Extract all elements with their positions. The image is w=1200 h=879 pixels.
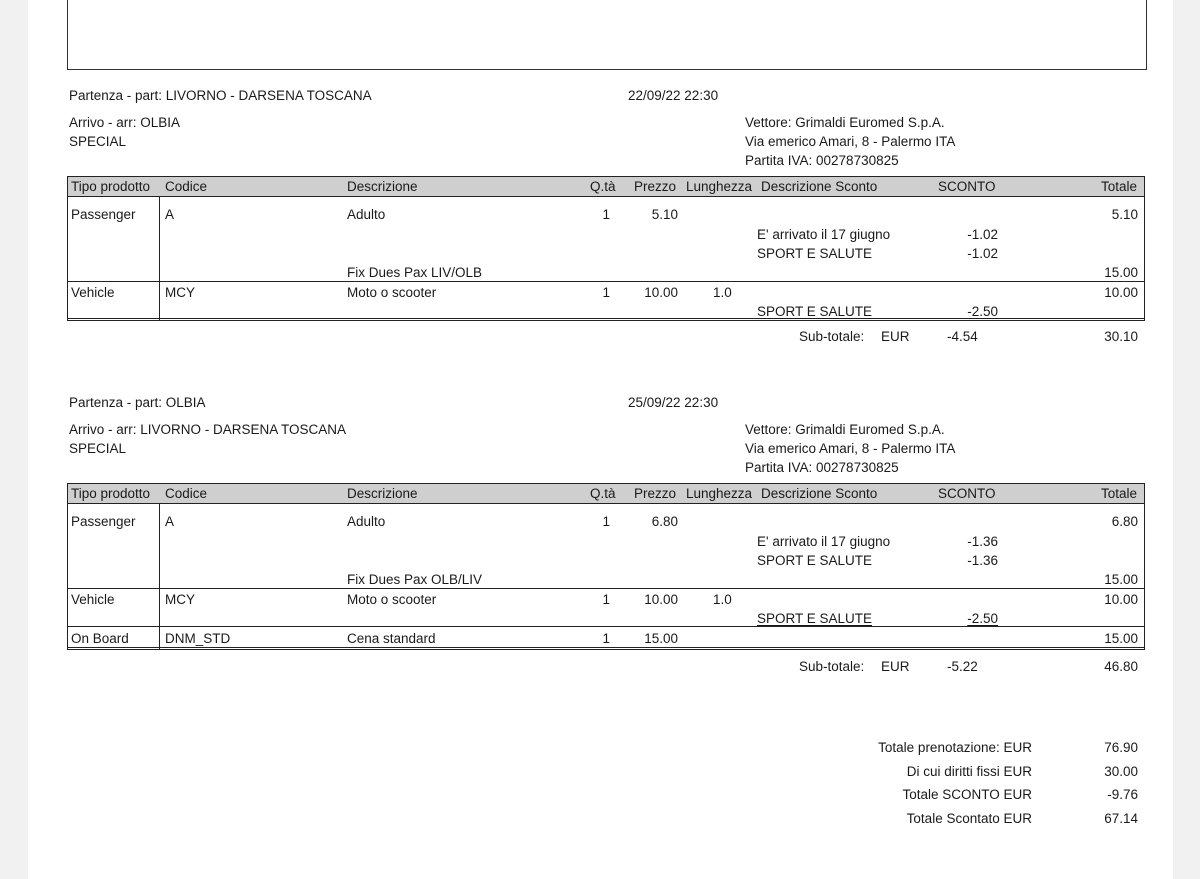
header-codice: Codice bbox=[165, 486, 208, 501]
trip2-datetime: 25/09/22 22:30 bbox=[628, 395, 719, 410]
trip2-table-header bbox=[67, 483, 1145, 504]
trip2-disc2-label: SPORT E SALUTE bbox=[757, 553, 873, 568]
trip1-vehicle-tipo: Vehicle bbox=[71, 285, 115, 300]
trip2-vehicle-qta: 1 bbox=[602, 592, 610, 607]
trip2-passenger-codice: A bbox=[165, 514, 175, 529]
trip1-carrier-vat: Partita IVA: 00278730825 bbox=[745, 153, 899, 168]
trip2-vehicle-totale: 10.00 bbox=[1104, 592, 1138, 607]
trip1-disc2-label: SPORT E SALUTE bbox=[757, 246, 873, 261]
header-descrizione: Descrizione bbox=[347, 179, 418, 194]
header-totale: Totale bbox=[1101, 486, 1138, 501]
trip1-passenger-codice: A bbox=[165, 207, 175, 222]
header-tipo: Tipo prodotto bbox=[71, 179, 151, 194]
trip1-carrier-address: Via emerico Amari, 8 - Palermo ITA bbox=[745, 134, 956, 149]
total-booking-label: Totale prenotazione: EUR bbox=[878, 740, 1032, 755]
trip1-passenger-prezzo: 5.10 bbox=[651, 207, 678, 222]
header-descrizione-sconto: Descrizione Sconto bbox=[761, 486, 878, 501]
header-tipo: Tipo prodotto bbox=[71, 486, 151, 501]
trip2-carrier-vat: Partita IVA: 00278730825 bbox=[745, 460, 899, 475]
trip2-subtotal-label: Sub-totale: bbox=[799, 659, 865, 674]
header-descrizione: Descrizione bbox=[347, 486, 418, 501]
trip2-disc1-label: E' arrivato il 17 giugno bbox=[757, 534, 891, 549]
header-codice: Codice bbox=[165, 179, 208, 194]
total-fees-value: 30.00 bbox=[1104, 764, 1138, 779]
trip2-onboard-tipo: On Board bbox=[71, 631, 129, 646]
total-booking-value: 76.90 bbox=[1104, 740, 1138, 755]
trip2-vehicle-lunghezza: 1.0 bbox=[713, 592, 732, 607]
trip1-passenger-totale: 5.10 bbox=[1111, 207, 1138, 222]
trip2-vehicle-descrizione: Moto o scooter bbox=[347, 592, 437, 607]
trip1-vehicle-codice: MCY bbox=[165, 285, 195, 300]
trip2-vehicle-tipo: Vehicle bbox=[71, 592, 115, 607]
header-qta: Q.tà bbox=[590, 179, 616, 194]
trip2-onboard-prezzo: 15.00 bbox=[644, 631, 678, 646]
trip1-subtotal-sconto: -4.54 bbox=[947, 329, 978, 344]
total-discounted-value: 67.14 bbox=[1104, 811, 1138, 826]
top-box bbox=[67, 0, 1147, 70]
trip2-fare: SPECIAL bbox=[69, 441, 127, 456]
trip1-datetime: 22/09/22 22:30 bbox=[628, 88, 719, 103]
trip1-subtotal-totale: 30.10 bbox=[1104, 329, 1138, 344]
header-prezzo: Prezzo bbox=[634, 486, 677, 501]
trip2-col-divider bbox=[159, 504, 160, 649]
trip1-passenger-qta: 1 bbox=[602, 207, 610, 222]
trip2-disc3-value: -2.50 bbox=[967, 611, 998, 626]
trip1-disc1-value: -1.02 bbox=[967, 227, 998, 242]
trip2-fix-totale: 15.00 bbox=[1104, 572, 1138, 587]
trip1-fix-descrizione: Fix Dues Pax LIV/OLB bbox=[347, 265, 483, 280]
trip2-onboard-codice: DNM_STD bbox=[165, 631, 231, 646]
header-lunghezza: Lunghezza bbox=[686, 179, 753, 194]
header-qta: Q.tà bbox=[590, 486, 616, 501]
trip2-passenger-totale: 6.80 bbox=[1111, 514, 1138, 529]
header-lunghezza: Lunghezza bbox=[686, 486, 753, 501]
trip1-fix-totale: 15.00 bbox=[1104, 265, 1138, 280]
trip2-arrival: Arrivo - arr: LIVORNO - DARSENA TOSCANA bbox=[69, 422, 347, 437]
trip2-subtotal-totale: 46.80 bbox=[1104, 659, 1138, 674]
trip2-onboard-descrizione: Cena standard bbox=[347, 631, 436, 646]
trip1-vehicle-totale: 10.00 bbox=[1104, 285, 1138, 300]
trip2-subtotal-currency: EUR bbox=[881, 659, 910, 674]
trip1-table-header bbox=[67, 176, 1145, 197]
trip1-vehicle-prezzo: 10.00 bbox=[644, 285, 678, 300]
trip2-fix-descrizione: Fix Dues Pax OLB/LIV bbox=[347, 572, 483, 587]
trip1-disc2-value: -1.02 bbox=[967, 246, 998, 261]
trip2-onboard-totale: 15.00 bbox=[1104, 631, 1138, 646]
trip1-fare: SPECIAL bbox=[69, 134, 127, 149]
header-prezzo: Prezzo bbox=[634, 179, 677, 194]
trip2-vehicle-codice: MCY bbox=[165, 592, 195, 607]
trip2-passenger-tipo: Passenger bbox=[71, 514, 136, 529]
total-discounted-label: Totale Scontato EUR bbox=[906, 811, 1032, 826]
header-sconto: SCONTO bbox=[938, 179, 996, 194]
trip2-disc2-value: -1.36 bbox=[967, 553, 998, 568]
trip1-row-divider bbox=[67, 281, 1145, 282]
trip1-departure: Partenza - part: LIVORNO - DARSENA TOSCANA bbox=[69, 88, 372, 103]
trip2-carrier-address: Via emerico Amari, 8 - Palermo ITA bbox=[745, 441, 956, 456]
trip1-subtotal-label: Sub-totale: bbox=[799, 329, 865, 344]
total-discount-label: Totale SCONTO EUR bbox=[902, 787, 1032, 802]
total-fees-label: Di cui diritti fissi EUR bbox=[906, 764, 1032, 779]
trip2-passenger-prezzo: 6.80 bbox=[651, 514, 678, 529]
trip2-carrier-name: Vettore: Grimaldi Euromed S.p.A. bbox=[745, 422, 945, 437]
trip1-vehicle-qta: 1 bbox=[602, 285, 610, 300]
trip1-arrival: Arrivo - arr: OLBIA bbox=[69, 115, 181, 130]
trip2-subtotal-sconto: -5.22 bbox=[947, 659, 978, 674]
trip1-disc3-label: SPORT E SALUTE bbox=[757, 304, 873, 319]
trip1-passenger-tipo: Passenger bbox=[71, 207, 136, 222]
total-discount-value: -9.76 bbox=[1107, 787, 1138, 802]
document-page bbox=[28, 0, 1173, 879]
trip1-vehicle-descrizione: Moto o scooter bbox=[347, 285, 437, 300]
trip2-table-bottom bbox=[67, 647, 1145, 650]
trip1-disc3-value: -2.50 bbox=[967, 304, 998, 319]
trip1-disc1-label: E' arrivato il 17 giugno bbox=[757, 227, 891, 242]
trip2-vehicle-prezzo: 10.00 bbox=[644, 592, 678, 607]
trip2-row-divider-1 bbox=[67, 588, 1145, 589]
header-sconto: SCONTO bbox=[938, 486, 996, 501]
header-descrizione-sconto: Descrizione Sconto bbox=[761, 179, 878, 194]
trip2-passenger-descrizione: Adulto bbox=[347, 514, 386, 529]
trip1-vehicle-lunghezza: 1.0 bbox=[713, 285, 732, 300]
trip1-carrier-name: Vettore: Grimaldi Euromed S.p.A. bbox=[745, 115, 945, 130]
trip2-disc3-label: SPORT E SALUTE bbox=[757, 611, 873, 626]
trip1-passenger-descrizione: Adulto bbox=[347, 207, 386, 222]
trip2-disc1-value: -1.36 bbox=[967, 534, 998, 549]
trip2-passenger-qta: 1 bbox=[602, 514, 610, 529]
trip2-onboard-qta: 1 bbox=[602, 631, 610, 646]
header-totale: Totale bbox=[1101, 179, 1138, 194]
trip2-departure: Partenza - part: OLBIA bbox=[69, 395, 206, 410]
trip1-subtotal-currency: EUR bbox=[881, 329, 910, 344]
trip1-col-divider bbox=[159, 197, 160, 320]
